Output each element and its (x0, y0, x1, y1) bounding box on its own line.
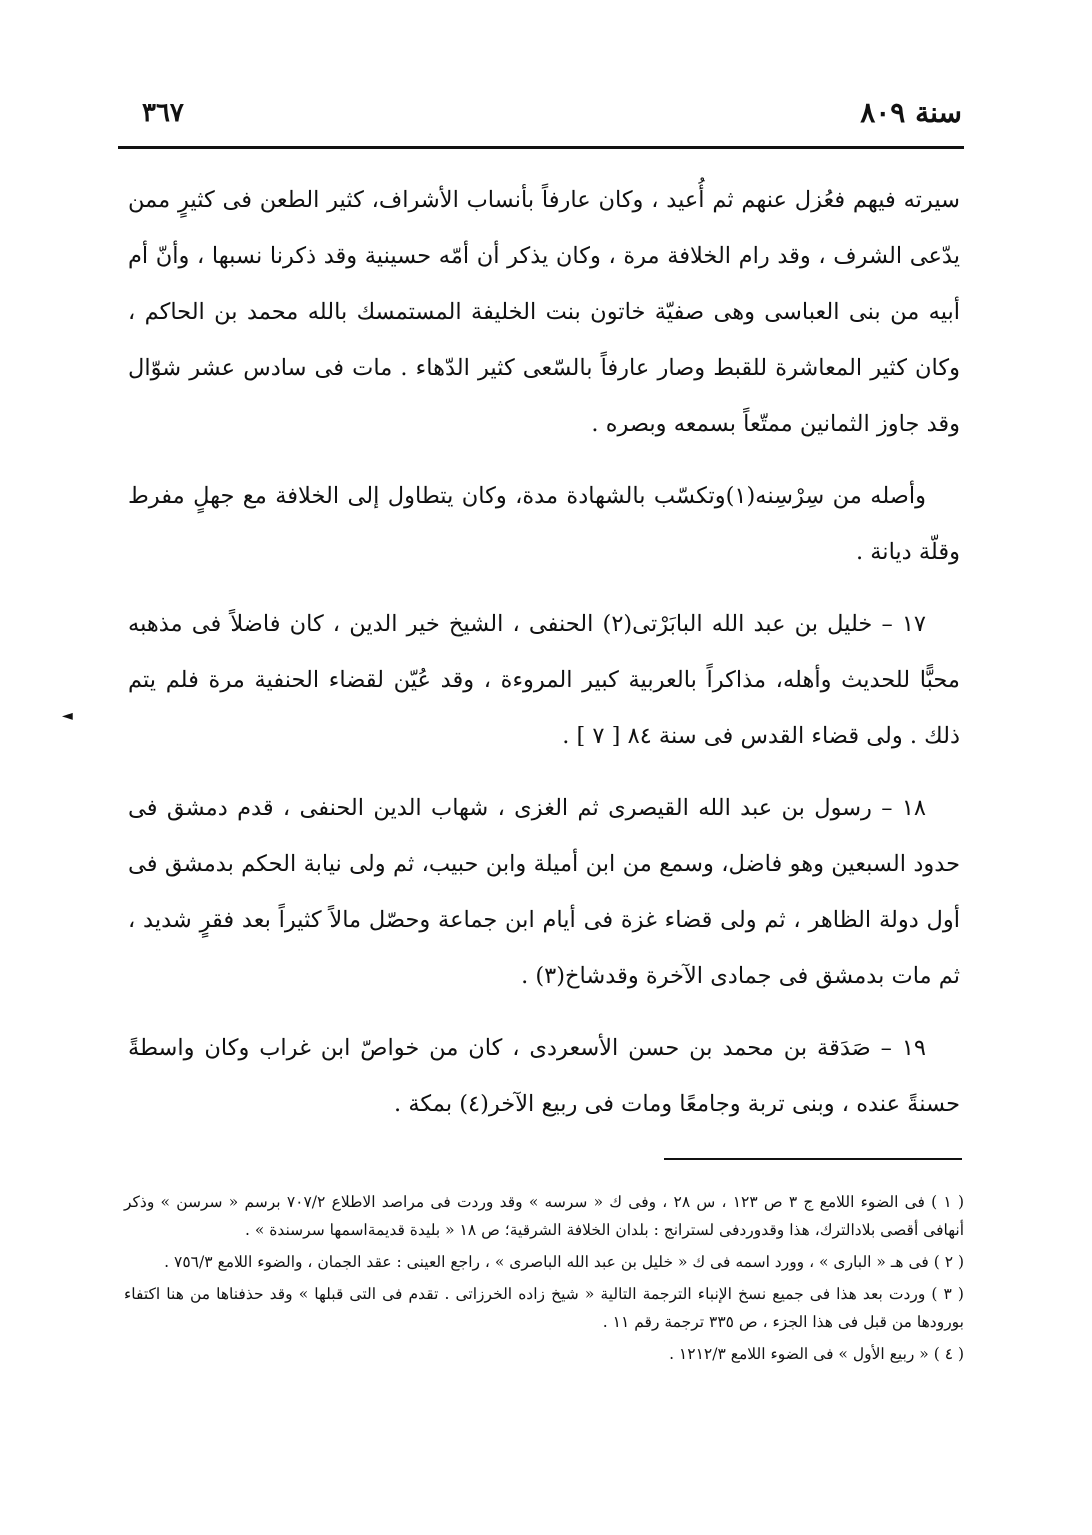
footnote-4: ( ٤ ) « ربيع الأول » فى الضوء اللامع ١٢١٢/٣ . (669, 1345, 964, 1363)
running-header (118, 96, 962, 144)
paragraph-continued: سيرته فيهم فعُزل عنهم ثم أُعيد ، وكان عارفاً بأنساب الأشراف، كثير الطعن فى كثيرٍ ممن يدّعى الشرف ، وقد رام الخلافة مرة ، وكان يذكر أن أمّه حسينية وقد ذكرنا نسبها ، وأنّ أم أبيه من بنى العباسى وهى صفيّة خاتون بنت الخليفة المستمسك بالله محمد بن الحاكم ، وكان كثير المعاشرة للقبط وصار عارفاً بالسّعى كثير الدّهاء . مات فى سادس عشر شوّال وقد جاوز الثمانين ممتّعاً بسمعه وبصره . (128, 187, 960, 437)
entry-19: ١٩ – صَدَقة بن محمد بن حسن الأسعردى ، كان من خواصّ ابن غراب وكان واسطةً حسنةً عنده ، وبنى تربة وجامعًا ومات فى ربيع الآخر(٤) بمكة . (128, 1035, 960, 1117)
page-number: ٣٦٧ (142, 98, 184, 128)
entry-18: ١٨ – رسول بن عبد الله القيصرى ثم الغزى ، شهاب الدين الحنفى ، قدم دمشق فى حدود السبعين وهو فاضل، وسمع من ابن أميلة وابن حبيب، ثم ولى نيابة الحكم بدمشق فى أول دولة الظاهر ، ثم ولى قضاء غزة فى أيام ابن جماعة وحصّل مالاً كثيراً بعد فقرٍ شديد ، ثم مات بدمشق فى جمادى الآخرة وقدشاخ(٣) . (128, 795, 960, 989)
footnote-3: ( ٣ ) وردت بعد هذا فى جميع نسخ الإنباء الترجمة التالية « شيخ زاده الخرزاتى . تقدم فى التى قبلها » وقد حذفناها من هنا اكتفاء بورودها من قبل فى هذا الجزء ، ص ٣٣٥ ترجمة رقم ١١ . (124, 1285, 964, 1331)
footnote-2: ( ٢ ) فى هـ « البارى » ، وورد اسمه فى ك « خليل بن عبد الله الباصرى » ، راجع العينى : عقد الجمان ، والضوء اللامع ٧٥٦/٣ . (164, 1253, 964, 1271)
footnote-1: ( ١ ) فى الضوء اللامع ج ٣ ص ١٢٣ ، س ٢٨ ، وفى ك « سرسه » وقد وردت فى مراصد الاطلاع ٧٠٧/٢ برسم « سرسن » وذكر أنهافى أقصى بلادالترك، هذا وقدوردفى لسترانج : بلدان الخلافة الشرقية؛ ص ١٨ « بليدة قديمةاسمها سرسندة » . (124, 1193, 965, 1239)
header-year: سنة ٨٠٩ (860, 96, 962, 129)
paragraph: وأصله من سِرْسِنه(١)وتكسّب بالشهادة مدة، وكان يتطاول إلى الخلافة مع جهلٍ مفرط وقلّة ديانة . (128, 483, 960, 565)
entry-17: ١٧ – خليل بن عبد الله البابَرْتى(٢) الحنفى ، الشيخ خير الدين ، كان فاضلاً فى مذهبه محبًّا للحديث وأهله، مذاكراً بالعربية كبير المروءة ، وقد عُيّن لقضاء الحنفية مرة فلم يتم ذلك . ولى قضاء القدس فى سنة ٨٤ [ ٧ ] . (128, 611, 960, 749)
footnotes (124, 1188, 964, 1372)
header-rule (118, 146, 964, 149)
margin-arrow-icon: ◄ (62, 708, 73, 724)
main-text (128, 172, 960, 1148)
footnote-rule (664, 1158, 962, 1160)
